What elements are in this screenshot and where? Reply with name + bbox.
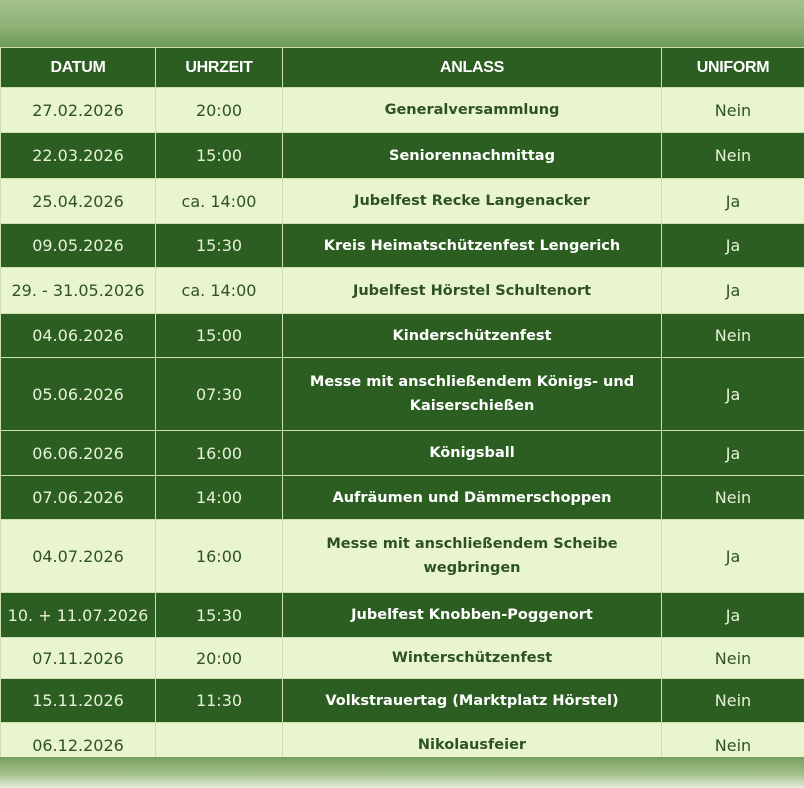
cell-uniform: Nein xyxy=(662,723,804,768)
cell-uniform: Ja xyxy=(662,520,804,593)
cell-anlass: Jubelfest Recke Langenacker xyxy=(283,179,662,224)
cell-datum: 25.04.2026 xyxy=(1,179,156,224)
cell-anlass: Kinderschützenfest xyxy=(283,314,662,358)
cell-datum: 07.06.2026 xyxy=(1,476,156,520)
cell-uniform: Ja xyxy=(662,224,804,268)
cell-anlass: Seniorennachmittag xyxy=(283,133,662,179)
table-row xyxy=(1,520,804,593)
table-row xyxy=(1,476,804,520)
cell-uhrzeit: 15:30 xyxy=(156,224,283,268)
cell-anlass: Messe mit anschließendem Scheibe wegbringen xyxy=(283,520,662,593)
cell-uhrzeit: 14:00 xyxy=(156,476,283,520)
cell-uniform: Nein xyxy=(662,133,804,179)
table-row xyxy=(1,133,804,179)
cell-uhrzeit: 07:30 xyxy=(156,358,283,431)
cell-uniform: Nein xyxy=(662,88,804,133)
cell-datum: 06.12.2026 xyxy=(1,723,156,768)
table-row xyxy=(1,638,804,679)
table-row xyxy=(1,268,804,314)
cell-uniform: Ja xyxy=(662,593,804,638)
cell-uniform: Nein xyxy=(662,314,804,358)
cell-datum: 05.06.2026 xyxy=(1,358,156,431)
cell-anlass: Jubelfest Hörstel Schultenort xyxy=(283,268,662,314)
cell-datum: 09.05.2026 xyxy=(1,224,156,268)
header-uniform: UNIFORM xyxy=(662,48,804,88)
cell-uniform: Nein xyxy=(662,638,804,679)
table-row xyxy=(1,224,804,268)
cell-datum: 10. + 11.07.2026 xyxy=(1,593,156,638)
cell-uniform: Nein xyxy=(662,679,804,723)
cell-anlass: Generalversammlung xyxy=(283,88,662,133)
cell-uhrzeit: ca. 14:00 xyxy=(156,268,283,314)
cell-uniform: Ja xyxy=(662,179,804,224)
cell-anlass: Volkstrauertag (Marktplatz Hörstel) xyxy=(283,679,662,723)
cell-anlass: Jubelfest Knobben-Poggenort xyxy=(283,593,662,638)
cell-anlass: Winterschützenfest xyxy=(283,638,662,679)
cell-datum: 06.06.2026 xyxy=(1,431,156,476)
table-row xyxy=(1,593,804,638)
cell-uniform: Nein xyxy=(662,476,804,520)
cell-datum: 15.11.2026 xyxy=(1,679,156,723)
header-anlass: ANLASS xyxy=(283,48,662,88)
cell-uhrzeit: 15:30 xyxy=(156,593,283,638)
cell-datum: 04.07.2026 xyxy=(1,520,156,593)
schedule-table-container xyxy=(0,47,804,757)
table-row xyxy=(1,88,804,133)
cell-uhrzeit: 16:00 xyxy=(156,520,283,593)
cell-datum: 07.11.2026 xyxy=(1,638,156,679)
table-row xyxy=(1,358,804,431)
bottom-background-band xyxy=(0,757,804,788)
schedule-table xyxy=(0,47,804,768)
table-row xyxy=(1,314,804,358)
cell-uniform: Ja xyxy=(662,431,804,476)
table-row xyxy=(1,179,804,224)
cell-anlass: Nikolausfeier xyxy=(283,723,662,768)
cell-anlass: Messe mit anschließendem Königs- und Kaiserschießen xyxy=(283,358,662,431)
cell-datum: 27.02.2026 xyxy=(1,88,156,133)
cell-uhrzeit: 15:00 xyxy=(156,314,283,358)
cell-uhrzeit: 20:00 xyxy=(156,88,283,133)
cell-datum: 22.03.2026 xyxy=(1,133,156,179)
cell-uhrzeit: 15:00 xyxy=(156,133,283,179)
cell-uhrzeit: 20:00 xyxy=(156,638,283,679)
cell-uniform: Ja xyxy=(662,268,804,314)
header-datum: DATUM xyxy=(1,48,156,88)
cell-anlass: Kreis Heimatschützenfest Lengerich xyxy=(283,224,662,268)
header-uhrzeit: UHRZEIT xyxy=(156,48,283,88)
cell-anlass: Königsball xyxy=(283,431,662,476)
cell-uhrzeit: 16:00 xyxy=(156,431,283,476)
cell-uhrzeit: 11:30 xyxy=(156,679,283,723)
table-row xyxy=(1,431,804,476)
top-background-band xyxy=(0,0,804,47)
cell-anlass: Aufräumen und Dämmerschoppen xyxy=(283,476,662,520)
cell-uniform: Ja xyxy=(662,358,804,431)
cell-datum: 29. - 31.05.2026 xyxy=(1,268,156,314)
cell-uhrzeit: ca. 14:00 xyxy=(156,179,283,224)
table-row xyxy=(1,679,804,723)
header-row xyxy=(1,48,804,88)
cell-datum: 04.06.2026 xyxy=(1,314,156,358)
